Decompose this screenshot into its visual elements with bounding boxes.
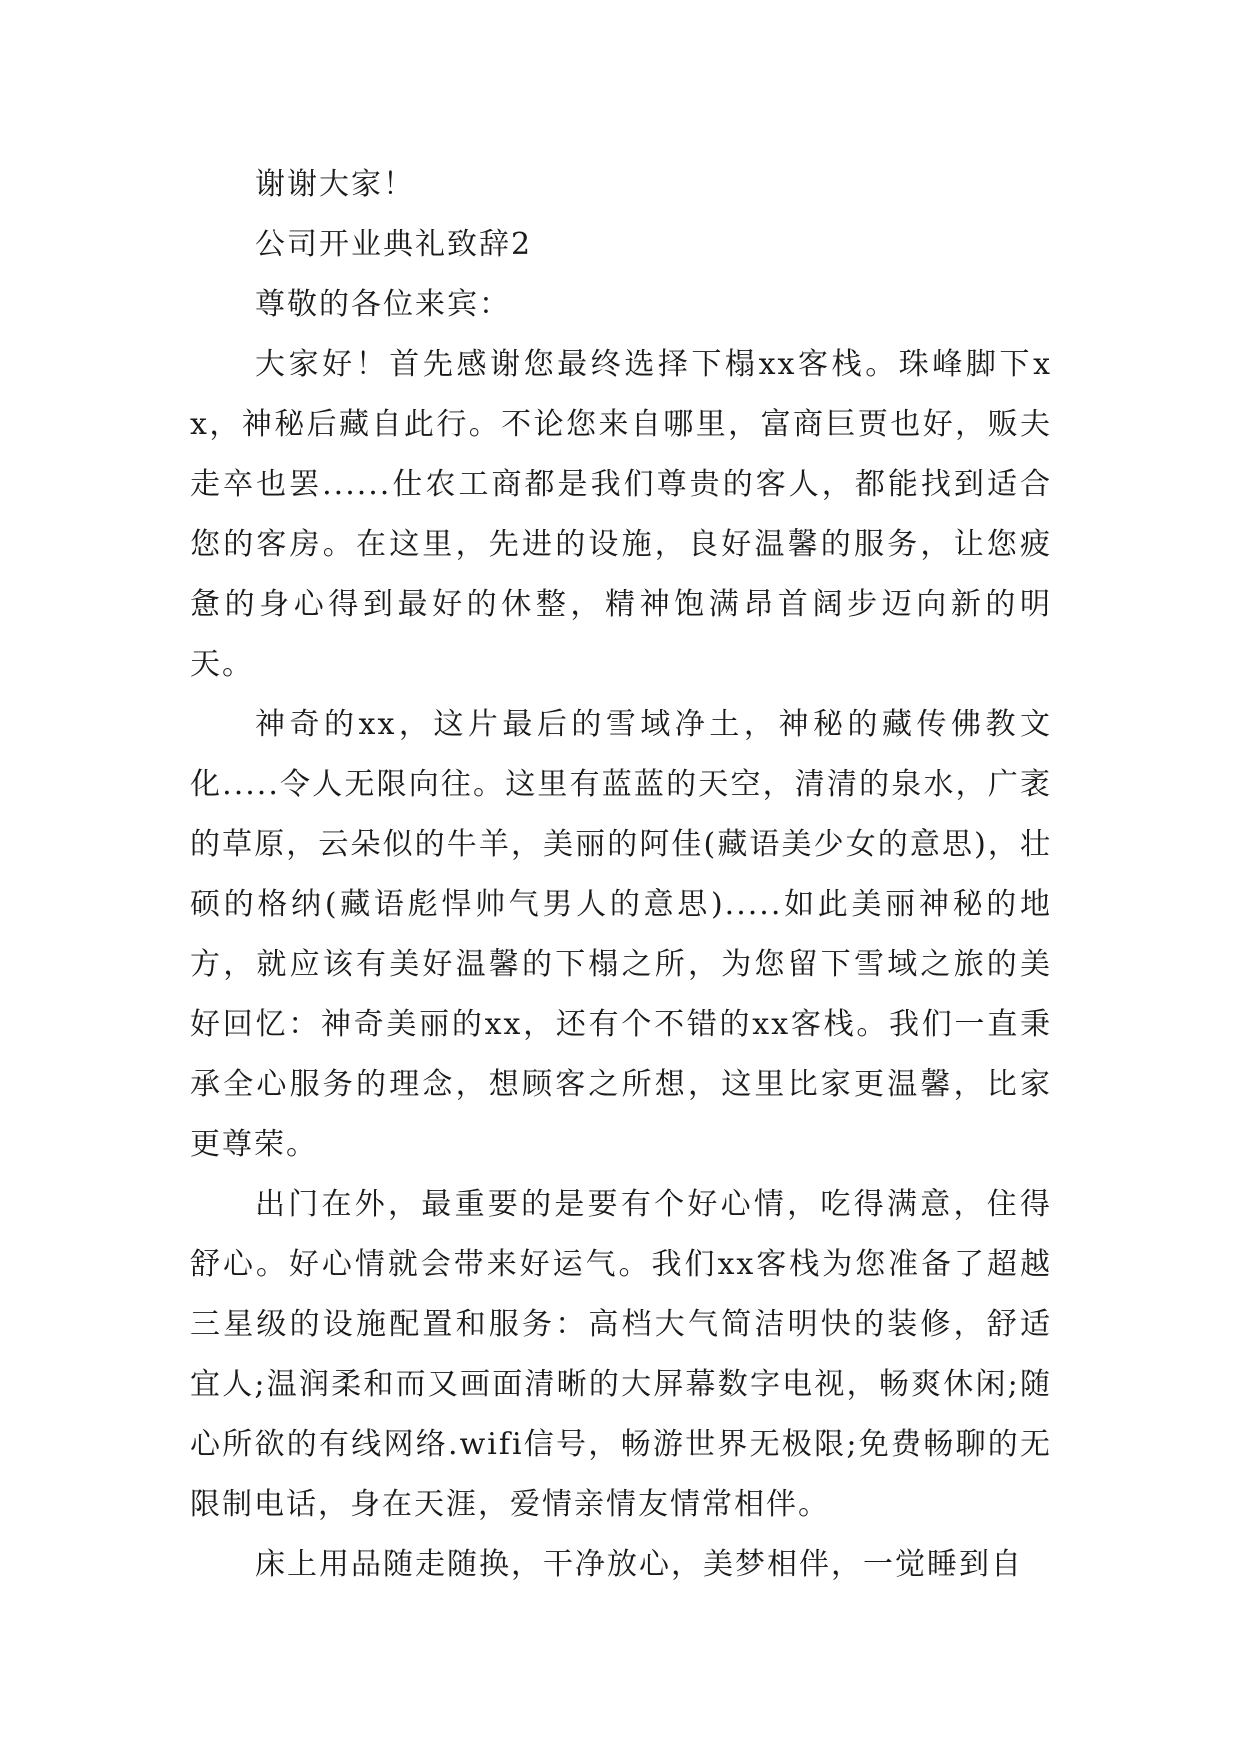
body-paragraph-bedding: 床上用品随走随换，干净放心，美梦相伴，一觉睡到自 bbox=[255, 1547, 1023, 1582]
body-paragraph-welcome: 大家好！首先感谢您最终选择下榻xx客栈。珠峰脚下xx，神秘后藏自此行。不论您来自哪里，富商巨贾也好，贩夫走卒也罢......仕农工商都是我们尊贵的客人，都能找到适合您的客房。在这里，先进的设施，良好温馨的服务，让您疲惫的身心得到最好的休整，精神饱满昂首阔步迈向新的明天。 bbox=[190, 347, 1052, 682]
closing-line: 谢谢大家！ bbox=[255, 167, 415, 202]
document-body bbox=[190, 155, 1052, 1595]
body-paragraph-facilities: 出门在外，最重要的是要有个好心情，吃得满意，住得舒心。好心情就会带来好运气。我们xx客栈为您准备了超越三星级的设施配置和服务：高档大气简洁明快的装修，舒适宜人;温润柔和而又画面清晰的大屏幕数字电视，畅爽休闲;随心所欲的有线网络.wifi信号，畅游世界无极限;免费畅聊的无限制电话，身在天涯，爱情亲情友情常相伴。 bbox=[190, 1187, 1052, 1522]
salutation: 尊敬的各位来宾： bbox=[255, 287, 511, 322]
body-paragraph-scenery: 神奇的xx，这片最后的雪域净土，神秘的藏传佛教文化.....令人无限向往。这里有蓝蓝的天空，清清的泉水，广袤的草原，云朵似的牛羊，美丽的阿佳(藏语美少女的意思)，壮硕的格纳(藏语彪悍帅气男人的意思).....如此美丽神秘的地方，就应该有美好温馨的下榻之所，为您留下雪域之旅的美好回忆：神奇美丽的xx，还有个不错的xx客栈。我们一直秉承全心服务的理念，想顾客之所想，这里比家更温馨，比家更尊荣。 bbox=[190, 707, 1052, 1162]
section-title: 公司开业典礼致辞2 bbox=[255, 227, 533, 262]
